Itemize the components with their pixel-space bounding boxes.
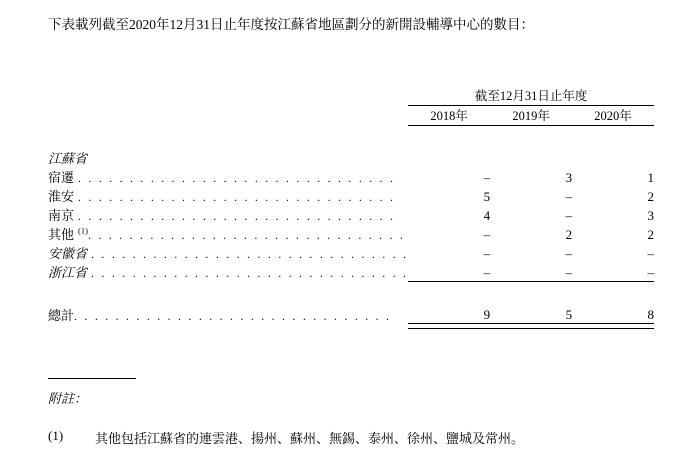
total-value-2020: 8 <box>647 307 654 322</box>
empty-cell <box>48 324 408 329</box>
row-label-nanjing <box>48 205 408 224</box>
row-label-text: 安徽省 <box>48 246 88 261</box>
row-label-zhejiang <box>48 262 408 281</box>
total-rule-2020 <box>572 324 654 329</box>
table-row <box>48 262 654 281</box>
table-row <box>48 186 654 205</box>
cell-value: – <box>565 264 573 280</box>
row-label-text: 其他 <box>48 227 75 242</box>
cell-value: 3 <box>647 208 654 223</box>
cell-value: – <box>483 264 491 280</box>
empty-cell <box>48 106 408 125</box>
cell-value: – <box>483 246 491 261</box>
spacer-cell <box>48 283 654 305</box>
cell-value: – <box>565 246 573 261</box>
table-header-years-row <box>48 106 654 125</box>
spacer-row <box>48 283 654 305</box>
table-row <box>48 205 654 224</box>
table-header-group-row <box>48 86 654 104</box>
year-header-2019: 2019年 <box>512 109 550 123</box>
spacer-cell <box>48 126 654 149</box>
table-row <box>48 224 654 243</box>
row-label-huaian <box>48 186 408 205</box>
row-label-text: 浙江省 <box>48 265 88 280</box>
cell-value: – <box>483 227 491 242</box>
table-row <box>48 148 654 167</box>
cell-value: 4 <box>483 208 491 223</box>
row-label-anhui <box>48 243 408 262</box>
empty-cell <box>48 86 408 104</box>
spacer-row <box>48 126 654 149</box>
leader-dots: . . . . . . . . . . . . . . . . . . . . . . . . . . . . . . . <box>78 209 396 223</box>
note-text: 其他包括江蘇省的連雲港、揚州、蘇州、無錫、泰州、徐州、鹽城及常州。 <box>95 431 525 446</box>
total-value-2018: 9 <box>483 307 491 322</box>
note-marker: (1) <box>48 428 64 443</box>
cell-value: 3 <box>565 170 573 185</box>
leader-dots: . . . . . . . . . . . . . . . . . . . . . . . . . . . . . . . <box>91 266 409 280</box>
cell-value <box>572 148 654 167</box>
cell-value: – <box>647 264 654 280</box>
new-centers-table <box>48 86 654 329</box>
notes-title: 附註： <box>48 391 88 406</box>
group-header: 截至12月31日止年度 <box>474 89 588 103</box>
row-label-suqian <box>48 167 408 186</box>
row-label-text: 南京 <box>48 208 75 223</box>
cell-value: 2 <box>647 189 654 204</box>
footnote-marker: (1) <box>78 225 88 236</box>
cell-value: – <box>565 208 573 223</box>
leader-dots: . . . . . . . . . . . . . . . . . . . . . . . . . . . . . . . <box>78 190 396 204</box>
cell-value <box>490 148 572 167</box>
cell-value: 1 <box>647 170 654 185</box>
total-rule-2019 <box>490 324 572 329</box>
notes-divider <box>48 378 136 379</box>
leader-dots: . . . . . . . . . . . . . . . . . . . . . . . . . . . . . . . <box>74 308 392 323</box>
cell-value: – <box>647 246 654 261</box>
cell-value: 5 <box>483 189 491 204</box>
cell-value: 2 <box>565 227 573 242</box>
total-label-text: 總計 <box>48 307 75 323</box>
cell-value: – <box>565 189 573 204</box>
year-header-2020: 2020年 <box>594 109 632 123</box>
row-label-text: 淮安 <box>48 189 75 204</box>
year-header-2018: 2018年 <box>430 109 468 123</box>
total-rule-2018 <box>408 324 490 329</box>
region-label-jiangsu: 江蘇省 <box>48 151 88 166</box>
total-double-rule-row <box>48 324 654 329</box>
total-label <box>48 305 408 324</box>
table-row <box>48 243 654 262</box>
leader-dots: . . . . . . . . . . . . . . . . . . . . . . . . . . . . . . . <box>87 228 406 242</box>
leader-dots: . . . . . . . . . . . . . . . . . . . . . . . . . . . . . . . <box>78 171 396 185</box>
cell-value: – <box>483 170 491 185</box>
row-label-other <box>48 224 408 243</box>
table-row <box>48 167 654 186</box>
total-value-2019: 5 <box>565 307 573 322</box>
table-total-row <box>48 305 654 324</box>
cell-value: 2 <box>647 227 654 242</box>
leader-dots: . . . . . . . . . . . . . . . . . . . . . . . . . . . . . . . <box>91 247 409 261</box>
intro-paragraph: 下表載列截至2020年12月31日止年度按江蘇省地區劃分的新開設輔導中心的數目： <box>48 17 534 32</box>
cell-value <box>408 148 490 167</box>
row-label-text: 宿遷 <box>48 170 75 185</box>
